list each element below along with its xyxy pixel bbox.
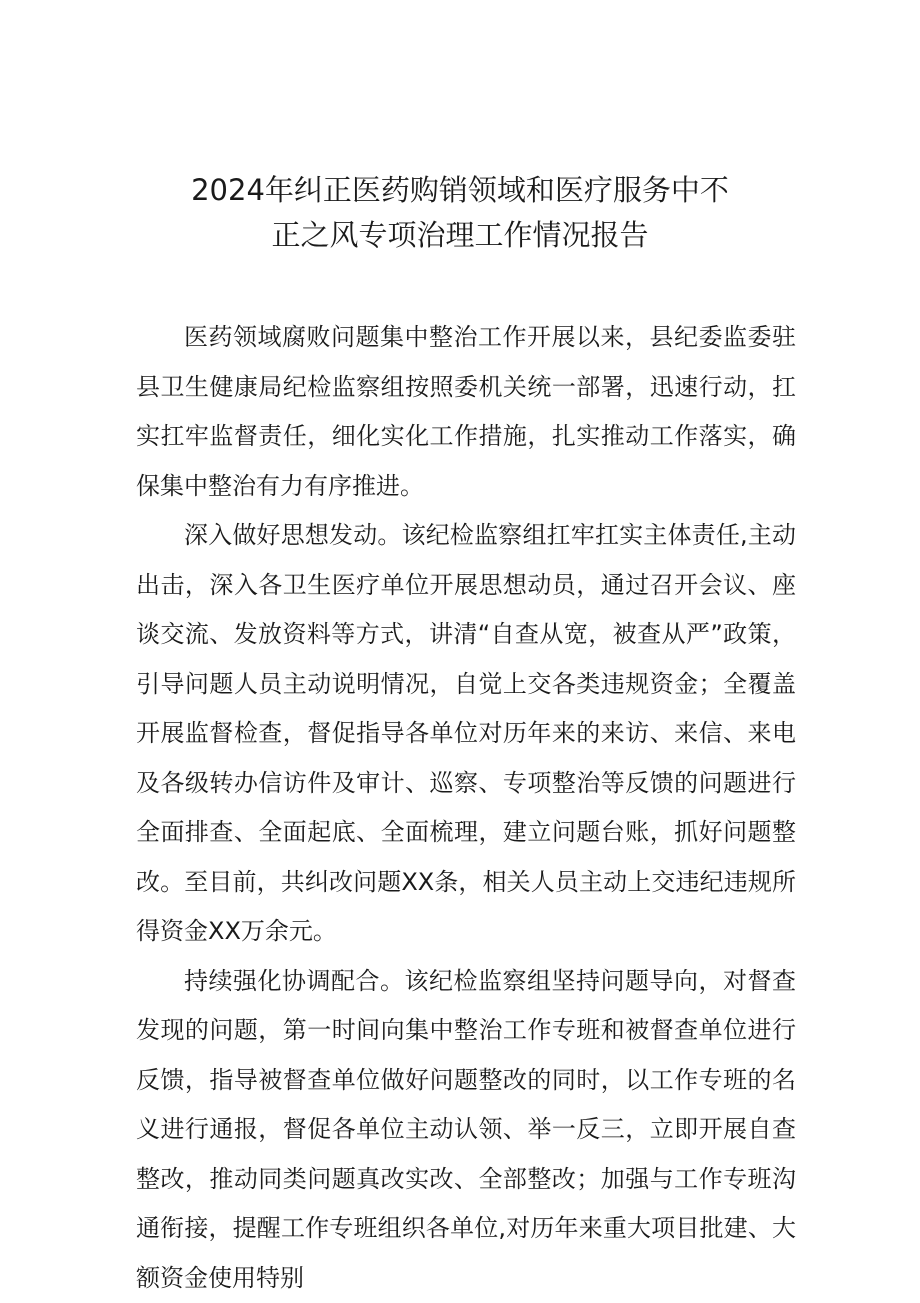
paragraph-intro: 医药领域腐败问题集中整治工作开展以来，县纪委监委驻县卫生健康局纪检监察组按照委机关统一部署，迅速行动，扛实扛牢监督责任，细化实化工作措施，扎实推动工作落实，确保集中整治有力有序推进。 bbox=[136, 313, 796, 511]
paragraph-ideological-mobilization: 深入做好思想发动。该纪检监察组扛牢扛实主体责任,主动出击，深入各卫生医疗单位开展思想动员，通过召开会议、座谈交流、发放资料等方式，讲清“自查从宽，被查从严”政策，引导问题人员主动说明情况，自觉上交各类违规资金；全覆盖开展监督检查，督促指导各单位对历年来的来访、来信、来电及各级转办信访件及审计、巡察、专项整治等反馈的问题进行全面排查、全面起底、全面梳理，建立问题台账，抓好问题整改。至目前，共纠改问题XX条，相关人员主动上交违纪违规所得资金XX万余元。 bbox=[136, 511, 796, 957]
document-body bbox=[136, 313, 796, 1303]
paragraph-coordination: 持续强化协调配合。该纪检监察组坚持问题导向，对督查发现的问题，第一时间向集中整治工作专班和被督查单位进行反馈，指导被督查单位做好问题整改的同时，以工作专班的名义进行通报，督促各单位主动认领、举一反三，立即开展自查整改，推动同类问题真改实改、全部整改；加强与工作专班沟通衔接，提醒工作专班组织各单位,对历年来重大项目批建、大额资金使用特别 bbox=[136, 957, 796, 1303]
document-title bbox=[120, 168, 800, 258]
title-line-2: 正之风专项治理工作情况报告 bbox=[120, 213, 800, 258]
title-line-1: 2024年纠正医药购销领域和医疗服务中不 bbox=[120, 168, 800, 213]
